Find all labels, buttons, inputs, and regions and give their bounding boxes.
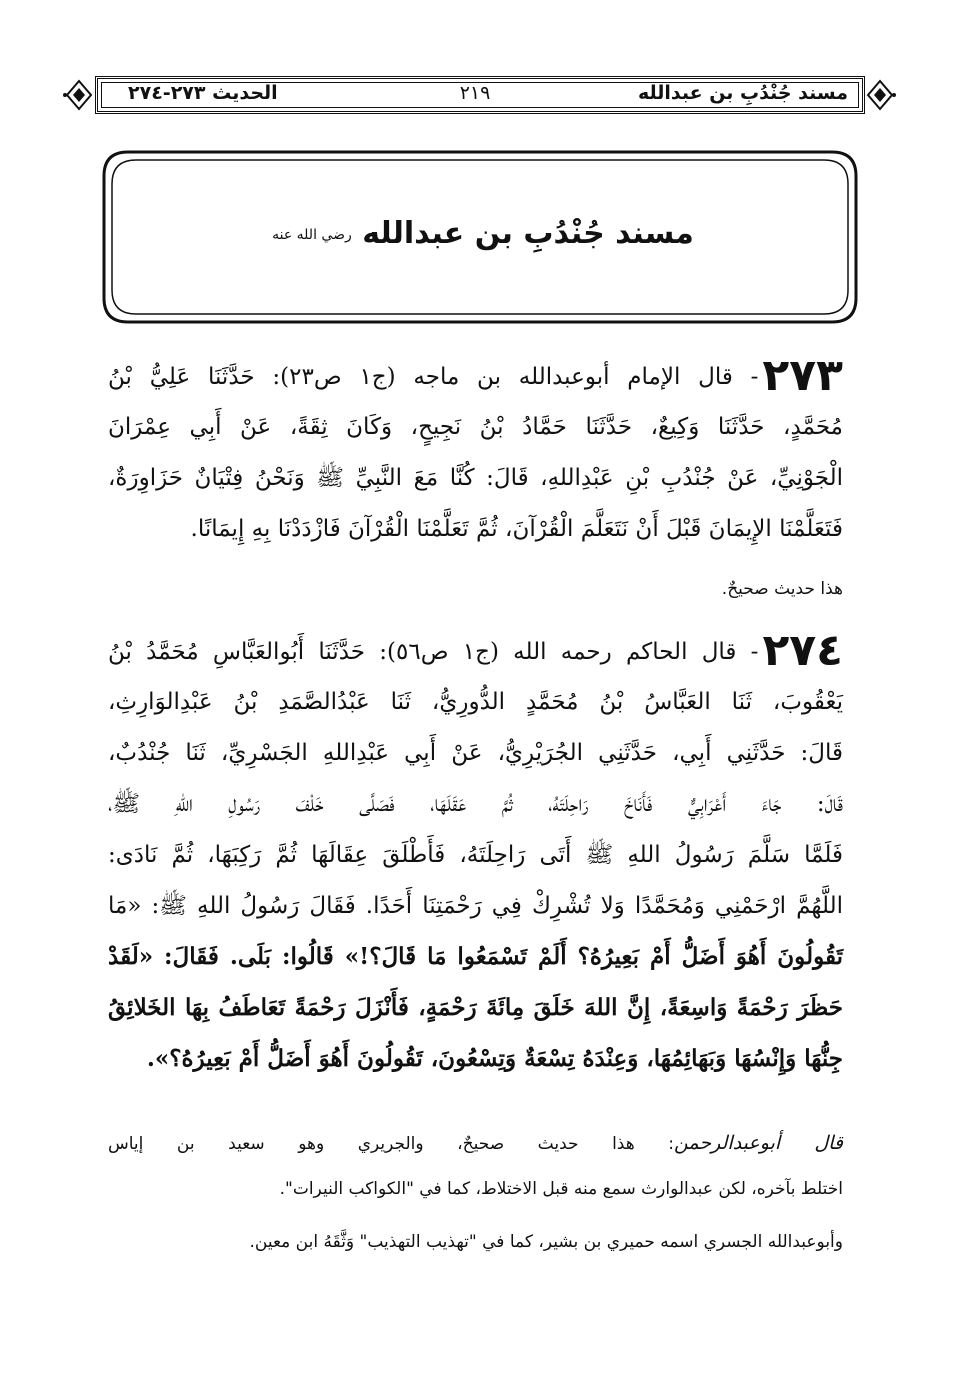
header-ornament-right-icon	[866, 78, 896, 112]
commentary-line-1: قال أبوعبدالرحمن: هذا حديث صحيحٌ، والجريري وهو سعيد بن إياس	[108, 1132, 843, 1154]
hadith-274-line-3: قَالَ: حَدَّثَنِي أَبِي، حَدَّثَنِي الجُرَيْرِيُّ، عَنْ أَبِي عَبْدِاللهِ الجَسْرِيِّ، ثَنَا جُنْدُبٌ،	[108, 740, 843, 766]
commentary-line-2: اختلط بآخره، لكن عبدالوارث سمع منه قبل الاختلاط، كما في "الكواكب النيرات".	[279, 1179, 843, 1199]
hadith-number-273: ٢٧٣	[762, 350, 843, 401]
hadith-274-line-5: فَلَمَّا سَلَّمَ رَسُولُ اللهِ ﷺ أَتَى رَاحِلَتَهُ، فَأَطْلَقَ عِقَالَهَا ثُمَّ رَكِبَهَا، ثُمَّ نَادَى:	[108, 842, 843, 868]
hadith-274-line-9: جِنُّهَا وَإِنْسُهَا وَبَهَائِمُهَا، وَعِنْدَهُ تِسْعَةٌ وَتِسْعُونَ، تَقُولُونَ أَهُوَ أَضَلُّ أَمْ بَعِيرُهُ؟».	[146, 1045, 843, 1072]
hadith-273-line-2: مُحَمَّدٍ، حَدَّثَنَا وَكِيعٌ، حَدَّثَنَا حَمَّادُ بْنُ نَجِيحٍ، وَكَانَ ثِقَةً، عَنْ أَبِي عِمْرَانَ	[108, 414, 843, 440]
hadith-273-line-1: ٢٧٣- قال الإمام أبوعبدالله بن ماجه (ج١ ص٢٣): حَدَّثَنَا عَلِيُّ بْنُ	[108, 350, 843, 401]
hadith-274-line-8: حَظَرَ رَحْمَةً وَاسِعَةً، إِنَّ اللهَ خَلَقَ مِائَةَ رَحْمَةٍ، فَأَنْزَلَ رَحْمَةً تَعَاطَفُ بِهَا الخَلائِقُ	[108, 994, 843, 1021]
hadith-274-line-7: تَقُولُونَ أَهُوَ أَضَلُّ أَمْ بَعِيرُهُ؟ أَلَمْ تَسْمَعُوا مَا قَالَ؟!» قَالُوا: بَلَى. فَقَالَ: «لَقَدْ	[108, 943, 843, 970]
section-title	[100, 216, 860, 251]
section-title-text: مسند جُنْدُبِ بن عبدالله	[362, 216, 694, 251]
hadith-274-line-6: اللَّهُمَّ ارْحَمْنِي وَمُحَمَّدًا وَلا تُشْرِكْ فِي رَحْمَتِنَا أَحَدًا. فَقَالَ رَسُولُ اللهِ ﷺ: «مَا	[108, 893, 843, 919]
header-ornament-left-icon	[63, 78, 93, 112]
hadith-273-grade: هذا حديث صحيحٌ.	[721, 579, 843, 599]
hadith-273-line-3: الْجَوْنِيِّ، عَنْ جُنْدُبِ بْنِ عَبْدِاللهِ، قَالَ: كُنَّا مَعَ النَّبِيِّ ﷺ وَنَحْنُ فِتْيَانٌ حَزَاوِرَةٌ،	[108, 465, 843, 491]
commentary-author: قال أبوعبدالرحمن	[673, 1132, 843, 1154]
header-title: مسند جُنْدُبِ بن عبدالله	[637, 82, 848, 104]
hadith-274-line-1: ٢٧٤- قال الحاكم رحمه الله (ج١ ص٥٦): حَدَّثَنَا أَبُوالعَبَّاسِ مُحَمَّدُ بْنُ	[108, 625, 844, 676]
commentary-line-3: وأبوعبدالله الجسري اسمه حميري بن بشير، كما في "تهذيب التهذيب" وَثَّقَهُ ابن معين.	[249, 1232, 843, 1252]
hadith-274-line-4: قَالَ: جَاءَ أَعْرَابِيٌّ فَأَنَاخَ رَاحِلَتَهُ، ثُمَّ عَقَلَهَا، فَصَلَّى خَلْفَ رَسُولِ اللهِ ﷺ،	[108, 791, 843, 817]
hadith-273-line-4: فَتَعَلَّمْنَا الإِيمَانَ قَبْلَ أَنْ نَتَعَلَّمَ الْقُرْآنَ، ثُمَّ تَعَلَّمْنَا الْقُرْآنَ فَازْدَدْنَا بِهِ إِيمَانًا.	[190, 516, 843, 542]
page-number: ٢١٩	[459, 82, 491, 104]
hadith-274-line-2: يَعْقُوبَ، ثَنَا العَبَّاسُ بْنُ مُحَمَّدٍ الدُّورِيُّ، ثَنَا عَبْدُالصَّمَدِ بْنُ عَبْدِالوَارِثِ،	[108, 689, 843, 715]
header-hadith-range: الحديث ٢٧٣-٢٧٤	[128, 82, 278, 104]
hadith-number-274: ٢٧٤	[762, 625, 844, 676]
honorific-mark: رضي الله عنه	[272, 226, 352, 243]
